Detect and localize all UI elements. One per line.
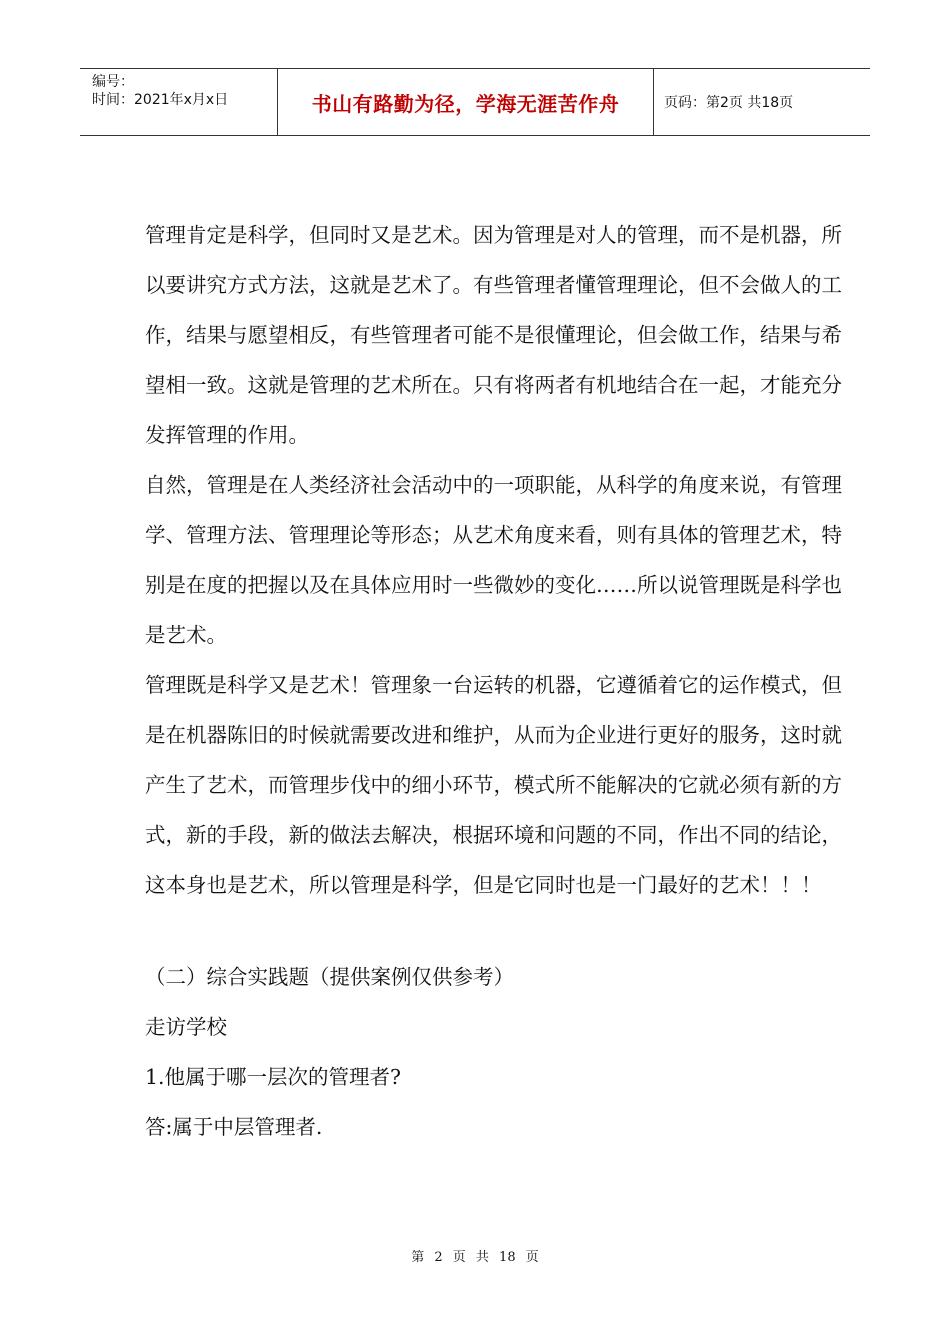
page-footer: 第 2 页 共 18 页 [411,1250,539,1265]
header-meta-cell [80,69,278,135]
document-body [145,210,845,1152]
document-number-label: 编号： [92,74,134,90]
document-date-label: 时间：2021年x月x日 [92,92,229,108]
header-page-cell [654,69,870,135]
section-title: （二）综合实践题（提供案例仅供参考） [145,965,514,989]
body-paragraph-1: 管理肯定是科学，但同时又是艺术。因为管理是对人的管理，而不是机器，所以要讲究方式方法，这就是艺术了。有些管理者懂管理理论，但不会做人的工作，结果与愿望相反，有些管理者可能不是很懂理论，但会做工作，结果与希望相一致。这就是管理的艺术所在。只有将两者有机地结合在一起，才能充分发挥管理的作用。 [145,223,842,447]
header-motto: 书山有路勤为径，学海无涯苦作舟 [311,91,620,116]
section-subtitle: 走访学校 [145,1015,227,1039]
answer-text: 答:属于中层管理者. [145,1115,323,1139]
header-page-info: 页码：第2页 共18页 [664,95,794,111]
header-motto-cell [278,69,654,135]
question-text: 1.他属于哪一层次的管理者? [145,1065,402,1089]
section-spacer [145,910,845,952]
document-header [80,68,870,136]
body-paragraph-2: 自然，管理是在人类经济社会活动中的一项职能，从科学的角度来说，有管理学、管理方法、管理理论等形态；从艺术角度来看，则有具体的管理艺术，特别是在度的把握以及在具体应用时一些微妙的变化……所以说管理既是科学也是艺术。 [145,473,842,647]
body-paragraph-3: 管理既是科学又是艺术！管理象一台运转的机器，它遵循着它的运作模式，但是在机器陈旧的时候就需要改进和维护，从而为企业进行更好的服务，这时就产生了艺术，而管理步伐中的细小环节，模式所不能解决的它就必须有新的方式，新的手段，新的做法去解决，根据环境和问题的不同，作出不同的结论，这本身也是艺术，所以管理是科学，但是它同时也是一门最好的艺术！！！ [145,673,842,897]
